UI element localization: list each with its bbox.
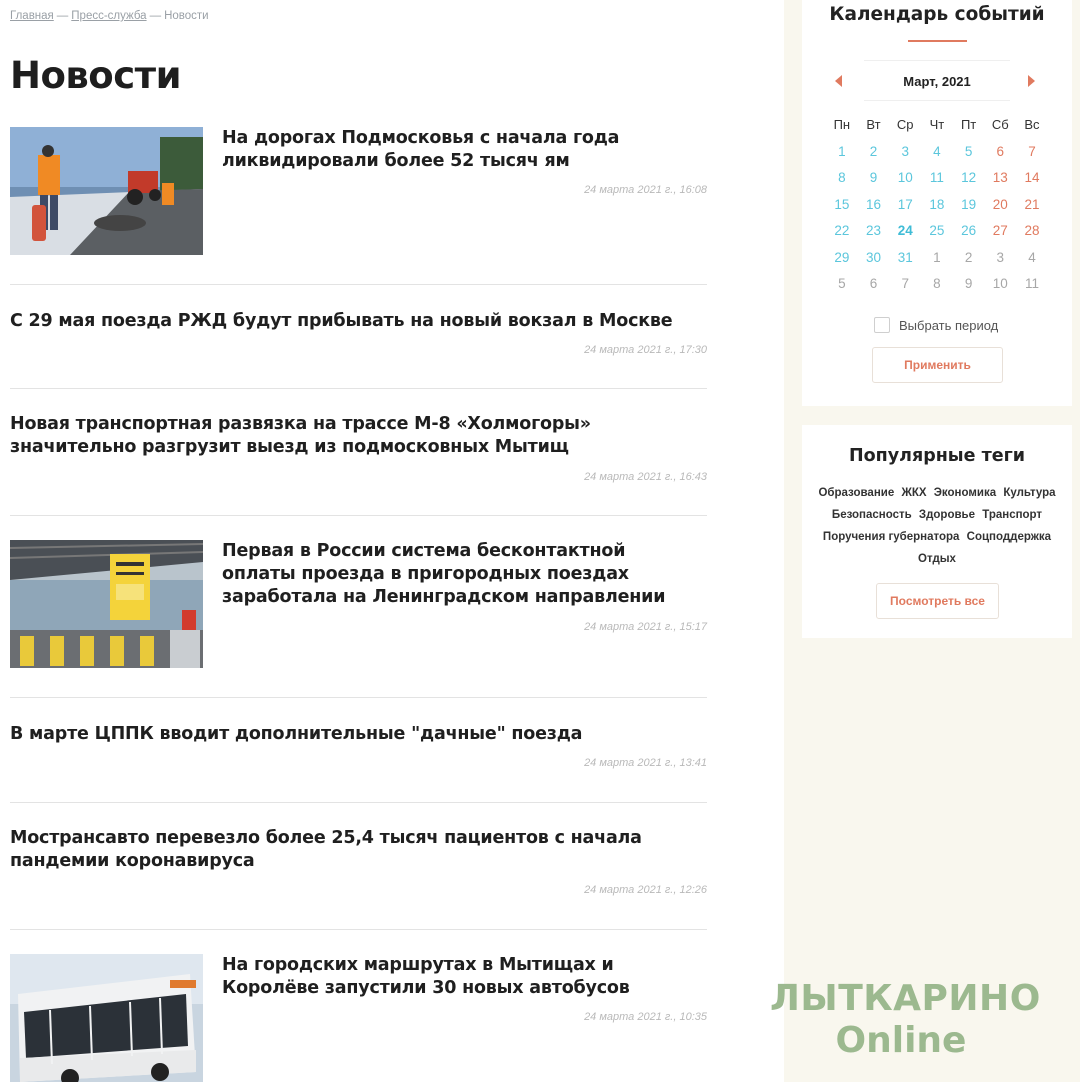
calendar-day[interactable]: 30 bbox=[866, 249, 882, 265]
calendar-day[interactable]: 26 bbox=[961, 223, 977, 238]
chevron-right-icon[interactable] bbox=[1028, 75, 1035, 87]
breadcrumb-current: Новости bbox=[164, 10, 209, 22]
news-item[interactable] bbox=[10, 723, 707, 783]
tag-cloud bbox=[814, 482, 1060, 570]
road-workers-photo bbox=[10, 127, 203, 255]
calendar-day[interactable]: 4 bbox=[933, 143, 941, 159]
tag-link[interactable]: Отдых bbox=[918, 553, 956, 565]
calendar-week-row bbox=[826, 245, 1048, 272]
news-item[interactable] bbox=[10, 540, 707, 670]
calendar-day[interactable]: 12 bbox=[961, 170, 977, 185]
calendar-day[interactable]: 21 bbox=[1024, 196, 1040, 212]
news-date: 24 марта 2021 г., 17:30 bbox=[584, 344, 707, 356]
news-date: 24 марта 2021 г., 16:08 bbox=[584, 184, 707, 196]
calendar-week-row bbox=[826, 218, 1048, 245]
tag-link[interactable]: Транспорт bbox=[982, 509, 1043, 521]
calendar-day[interactable]: 15 bbox=[834, 196, 850, 212]
breadcrumb-separator: — bbox=[149, 10, 162, 22]
calendar-day[interactable]: 6 bbox=[996, 143, 1005, 159]
tag-link[interactable]: Образование bbox=[818, 487, 895, 499]
calendar-day[interactable]: 5 bbox=[964, 143, 973, 159]
calendar-day[interactable]: 4 bbox=[1028, 249, 1036, 265]
calendar-week-row bbox=[826, 192, 1048, 219]
news-date: 24 марта 2021 г., 16:43 bbox=[584, 471, 707, 483]
news-thumbnail[interactable] bbox=[10, 954, 203, 1082]
breadcrumb bbox=[10, 10, 209, 22]
tags-title: Популярные теги bbox=[848, 446, 1026, 466]
calendar-day[interactable]: 25 bbox=[929, 223, 945, 238]
weekday-label: Вс bbox=[1024, 117, 1040, 132]
news-title[interactable]: Мострансавто перевезло более 25,4 тысяч пациентов с начала пандемии коронавируса bbox=[10, 828, 642, 871]
calendar-day[interactable]: 6 bbox=[869, 276, 878, 291]
calendar-day[interactable]: 2 bbox=[869, 143, 878, 159]
tag-link[interactable]: Здоровье bbox=[918, 509, 976, 521]
weekday-label: Чт bbox=[929, 117, 945, 132]
news-divider bbox=[10, 802, 707, 803]
chevron-left-icon[interactable] bbox=[835, 75, 842, 87]
calendar-week-row bbox=[826, 139, 1048, 166]
news-title[interactable]: Новая транспортная развязка на трассе М-8 «Холмогоры» значительно разгрузит выезд из подмосковных Мытищ bbox=[10, 414, 591, 457]
calendar-day[interactable]: 29 bbox=[834, 249, 850, 265]
breadcrumb-press-link[interactable]: Пресс-служба bbox=[71, 10, 147, 22]
news-title[interactable]: Первая в России система бесконтактной оплаты проезда в пригородных поездах заработала на Ленинградском направлении bbox=[222, 541, 666, 607]
news-divider bbox=[10, 284, 707, 285]
weekday-label: Вт bbox=[866, 117, 881, 132]
news-title[interactable]: С 29 мая поезда РЖД будут прибывать на новый вокзал в Москве bbox=[10, 311, 673, 331]
select-period[interactable] bbox=[874, 316, 998, 334]
news-item[interactable] bbox=[10, 310, 707, 370]
news-divider bbox=[10, 515, 707, 516]
calendar-day[interactable]: 24 bbox=[897, 223, 913, 238]
weekday-label: Пт bbox=[960, 117, 977, 132]
page-title: Новости bbox=[10, 54, 182, 97]
calendar-day[interactable]: 9 bbox=[869, 170, 878, 185]
logo-line-1: ЛЫТКАРИНО bbox=[770, 978, 1041, 1019]
tag-link[interactable]: Соцподдержка bbox=[966, 531, 1052, 543]
calendar-day[interactable]: 8 bbox=[933, 276, 941, 291]
calendar-day[interactable]: 1 bbox=[838, 143, 846, 159]
calendar-day[interactable]: 14 bbox=[1024, 170, 1040, 185]
calendar-day[interactable]: 2 bbox=[964, 249, 973, 265]
news-divider bbox=[10, 388, 707, 389]
calendar-weekday-row bbox=[826, 112, 1048, 139]
calendar-day[interactable]: 3 bbox=[996, 249, 1005, 265]
calendar-day[interactable]: 9 bbox=[964, 276, 973, 291]
breadcrumb-separator: — bbox=[56, 10, 69, 22]
calendar-title: Календарь событий bbox=[829, 4, 1045, 25]
period-checkbox[interactable] bbox=[874, 317, 890, 333]
news-date: 24 марта 2021 г., 12:26 bbox=[584, 884, 707, 896]
calendar-day[interactable]: 27 bbox=[992, 223, 1008, 238]
calendar-day[interactable]: 8 bbox=[838, 170, 846, 185]
calendar-week-row bbox=[826, 165, 1048, 192]
news-item[interactable] bbox=[10, 827, 707, 907]
news-thumbnail[interactable] bbox=[10, 540, 203, 668]
period-label: Выбрать период bbox=[899, 317, 999, 333]
calendar-day[interactable]: 7 bbox=[901, 276, 909, 291]
news-item[interactable] bbox=[10, 127, 707, 257]
weekday-label: Сб bbox=[991, 117, 1009, 132]
news-divider bbox=[10, 697, 707, 698]
site-logo-watermark bbox=[770, 978, 1041, 1062]
station-turnstiles-photo bbox=[10, 540, 203, 668]
news-thumbnail[interactable] bbox=[10, 127, 203, 255]
calendar-grid bbox=[826, 112, 1048, 298]
calendar-day[interactable]: 13 bbox=[992, 170, 1008, 185]
calendar-day[interactable]: 18 bbox=[929, 196, 945, 212]
calendar-day[interactable]: 11 bbox=[929, 170, 944, 185]
calendar-day[interactable]: 28 bbox=[1024, 223, 1040, 238]
calendar-day[interactable]: 10 bbox=[992, 276, 1008, 291]
calendar-day[interactable]: 23 bbox=[866, 223, 882, 238]
news-date: 24 марта 2021 г., 15:17 bbox=[584, 621, 707, 633]
calendar-month-label: Март, 2021 bbox=[864, 60, 1010, 101]
popular-tags-widget bbox=[802, 425, 1072, 638]
calendar-week-row bbox=[826, 271, 1048, 298]
tag-link[interactable]: Безопасность bbox=[831, 509, 912, 521]
tag-link[interactable]: ЖКХ bbox=[901, 487, 927, 499]
tag-link[interactable]: Экономика bbox=[933, 487, 997, 499]
city-bus-photo bbox=[10, 954, 203, 1082]
logo-line-2: Online bbox=[835, 1020, 967, 1061]
news-item[interactable] bbox=[10, 954, 707, 1082]
calendar-day[interactable]: 31 bbox=[897, 249, 913, 265]
tag-link[interactable]: Поручения губернатора bbox=[822, 531, 960, 543]
calendar-day[interactable]: 16 bbox=[866, 196, 882, 212]
calendar-day[interactable]: 3 bbox=[901, 143, 909, 159]
calendar-day[interactable]: 10 bbox=[897, 170, 913, 185]
title-underline bbox=[908, 40, 967, 42]
calendar-day[interactable]: 7 bbox=[1028, 143, 1036, 159]
news-title[interactable]: На городских маршрутах в Мытищах и Королёве запустили 30 новых автобусов bbox=[222, 955, 630, 998]
calendar-day[interactable]: 19 bbox=[961, 196, 977, 212]
view-all-tags-button[interactable]: Посмотреть все bbox=[876, 583, 999, 619]
weekday-label: Ср bbox=[896, 117, 914, 132]
news-title[interactable]: На дорогах Подмосковья с начала года ликвидировали более 52 тысяч ям bbox=[222, 128, 620, 171]
news-divider bbox=[10, 929, 707, 930]
calendar-day[interactable]: 17 bbox=[897, 196, 913, 212]
weekday-label: Пн bbox=[833, 117, 851, 132]
news-title[interactable]: В марте ЦППК вводит дополнительные "дачные" поезда bbox=[10, 724, 583, 744]
news-item[interactable] bbox=[10, 413, 707, 493]
calendar-day[interactable]: 20 bbox=[992, 196, 1008, 212]
apply-button[interactable]: Применить bbox=[872, 347, 1003, 383]
breadcrumb-home-link[interactable]: Главная bbox=[10, 10, 54, 22]
tag-link[interactable]: Культура bbox=[1003, 487, 1056, 499]
news-date: 24 марта 2021 г., 13:41 bbox=[584, 757, 707, 769]
news-date: 24 марта 2021 г., 10:35 bbox=[584, 1011, 707, 1023]
calendar-day[interactable]: 5 bbox=[838, 276, 846, 291]
calendar-day[interactable]: 11 bbox=[1024, 276, 1039, 291]
calendar-day[interactable]: 22 bbox=[834, 223, 850, 238]
calendar-day[interactable]: 1 bbox=[933, 249, 941, 265]
event-calendar-widget bbox=[802, 0, 1072, 406]
